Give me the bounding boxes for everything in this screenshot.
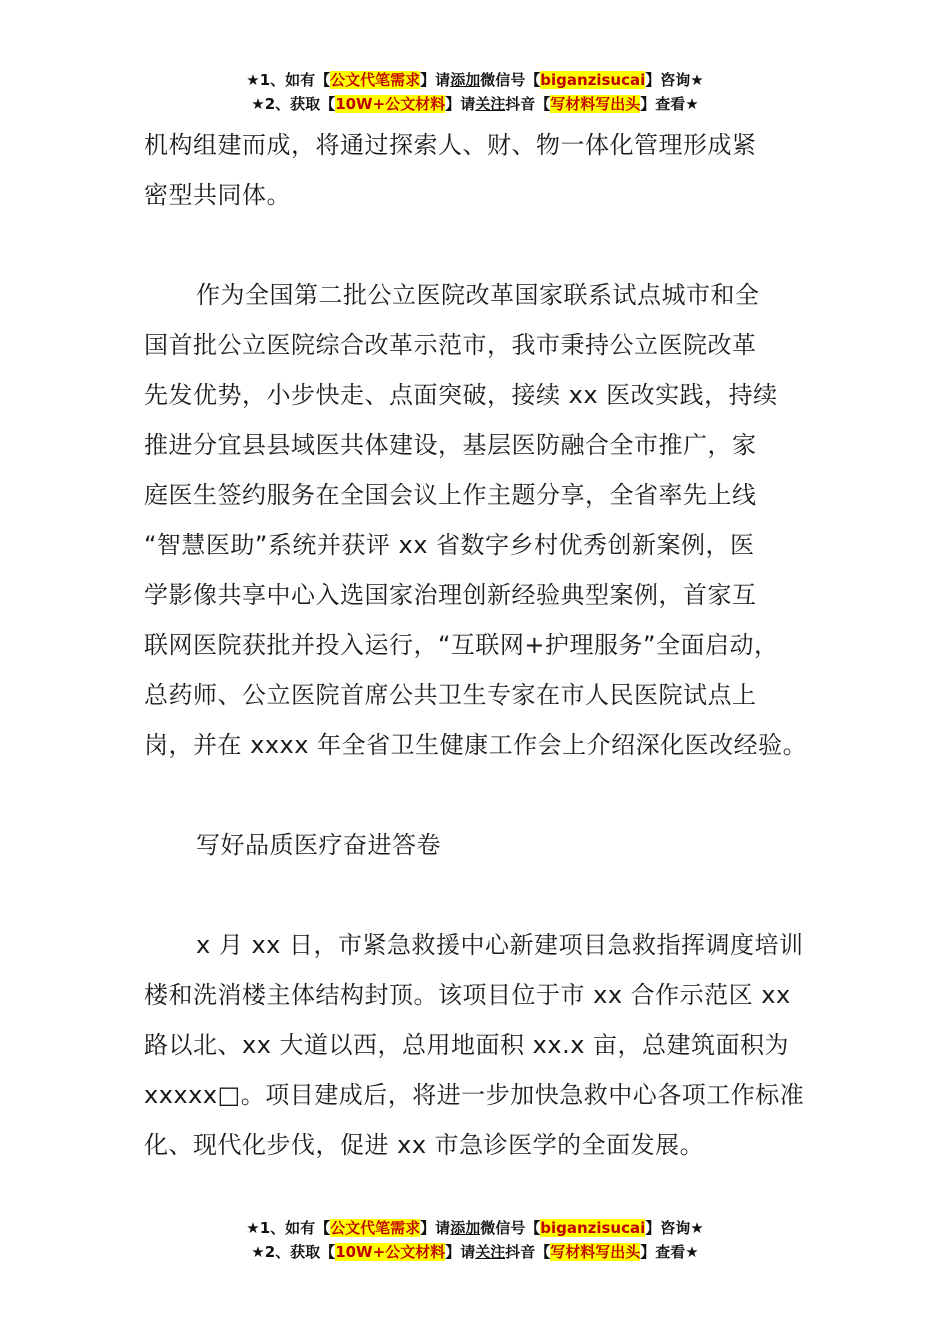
paragraph-line: 作为全国第二批公立医院改革国家联系试点城市和全 <box>196 281 760 309</box>
banner-text: 】请 <box>445 95 476 113</box>
banner-line-2 <box>0 92 950 116</box>
footer-banner <box>0 1216 950 1264</box>
paragraph-line: 总药师、公立医院首席公共卫生专家在市人民医院试点上 <box>144 681 757 709</box>
paragraph-line: 化、现代化步伐，促进 xx 市急诊医学的全面发展。 <box>144 1131 705 1159</box>
paragraph-line: 庭医生签约服务在全国会议上作主题分享，全省率先上线 <box>144 481 757 509</box>
paragraph-line: 机构组建而成，将通过探索人、财、物一体化管理形成紧 <box>144 131 757 159</box>
document-body <box>144 120 824 1170</box>
banner-text: 】请 <box>420 71 451 89</box>
banner-emphasis: 添加 <box>450 71 481 89</box>
banner-text: 】查看★ <box>640 1243 699 1261</box>
header-banner <box>0 68 950 116</box>
banner-text: 抖音【 <box>505 1243 551 1261</box>
banner-text: 】请 <box>420 1219 451 1237</box>
banner-text: 】咨询★ <box>645 71 704 89</box>
banner-text: 抖音【 <box>505 95 551 113</box>
paragraph-line: 楼和洗消楼主体结构封顶。该项目位于市 xx 合作示范区 xx <box>144 981 791 1009</box>
banner-text: 微信号【 <box>480 71 541 89</box>
banner-text: 微信号【 <box>480 1219 541 1237</box>
highlight-service: 公文代笔需求 <box>330 71 421 89</box>
section-heading: 写好品质医疗奋进答卷 <box>196 831 441 859</box>
paragraph-line: 路以北、xx 大道以西，总用地面积 xx.x 亩，总建筑面积为 <box>144 1031 790 1059</box>
highlight-wechat-id: biganzisucai <box>540 71 646 89</box>
banner-text: 】咨询★ <box>645 1219 704 1237</box>
highlight-materials: 10W+公文材料 <box>335 95 446 113</box>
banner-text: ★2、获取【 <box>251 95 336 113</box>
banner-emphasis: 添加 <box>450 1219 481 1237</box>
banner-text: ★1、如有【 <box>246 71 331 89</box>
highlight-service: 公文代笔需求 <box>330 1219 421 1237</box>
banner-line-2 <box>0 1240 950 1264</box>
banner-text: 】请 <box>445 1243 476 1261</box>
paragraph-line: 联网医院获批并投入运行，“互联网+护理服务”全面启动， <box>144 631 779 659</box>
paragraph-line: 推进分宜县县域医共体建设，基层医防融合全市推广，家 <box>144 431 757 459</box>
paragraph-line: xxxxx□。项目建成后，将进一步加快急救中心各项工作标准 <box>144 1081 805 1109</box>
paragraph-line: 岗，并在 xxxx 年全省卫生健康工作会上介绍深化医改经验。 <box>144 731 808 759</box>
banner-line-1 <box>0 1216 950 1240</box>
banner-text: ★2、获取【 <box>251 1243 336 1261</box>
banner-emphasis: 关注 <box>475 95 506 113</box>
highlight-wechat-id: biganzisucai <box>540 1219 646 1237</box>
paragraph-line: 先发优势，小步快走、点面突破，接续 xx 医改实践，持续 <box>144 381 778 409</box>
banner-line-1 <box>0 68 950 92</box>
banner-emphasis: 关注 <box>475 1243 506 1261</box>
paragraph-line: 密型共同体。 <box>144 181 291 209</box>
paragraph-line: 学影像共享中心入选国家治理创新经验典型案例，首家互 <box>144 581 757 609</box>
paragraph-line: 国首批公立医院综合改革示范市，我市秉持公立医院改革 <box>144 331 757 359</box>
highlight-materials: 10W+公文材料 <box>335 1243 446 1261</box>
banner-text: 】查看★ <box>640 95 699 113</box>
paragraph-line: x 月 xx 日，市紧急救援中心新建项目急救指挥调度培训 <box>196 931 804 959</box>
highlight-douyin-id: 写材料写出头 <box>550 1243 641 1261</box>
paragraph-line: “智慧医助”系统并获评 xx 省数字乡村优秀创新案例，医 <box>144 531 755 559</box>
banner-text: ★1、如有【 <box>246 1219 331 1237</box>
highlight-douyin-id: 写材料写出头 <box>550 95 641 113</box>
